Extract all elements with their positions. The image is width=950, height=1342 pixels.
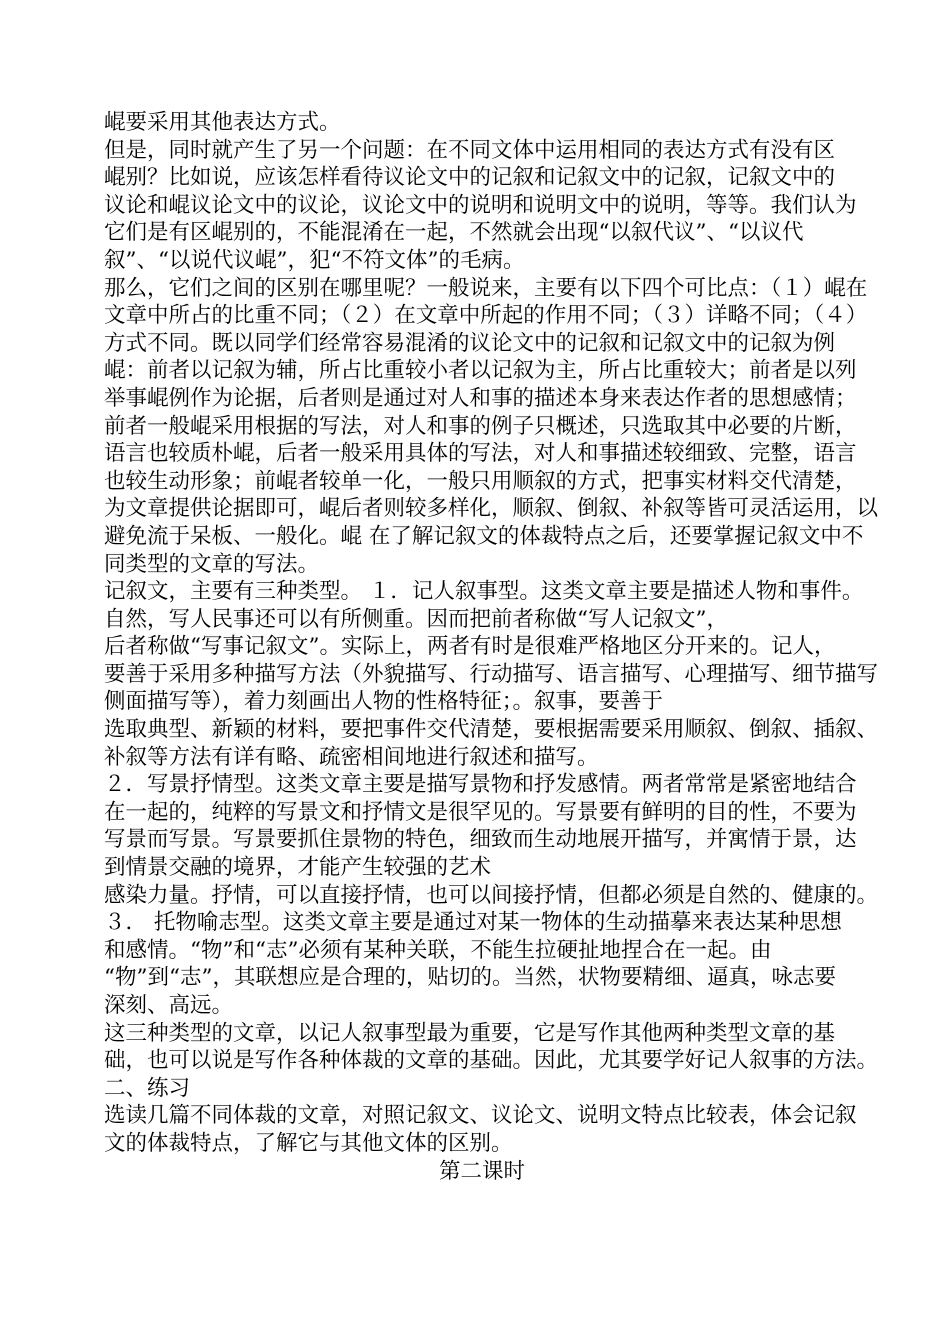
text-line: 议论和崐议论文中的议论，议论文中的说明和说明文中的说明，等等。我们认为: [104, 192, 857, 218]
section-heading: 二、练习: [104, 1075, 191, 1101]
text-line: 感染力量。抒情，可以直接抒情，也可以间接抒情，但都必须是自然的、健康的。: [104, 882, 879, 908]
text-line: 避免流于呆板、一般化。崐 在了解记叙文的体裁特点之后，还要掌握记叙文中不: [104, 523, 864, 549]
text-line: 语言也较质朴崐，后者一般采用具体的写法，对人和事描述较细致、完整，语言: [104, 441, 857, 467]
lesson-heading: 第二课时: [438, 1158, 525, 1184]
text-line: 也较生动形象；前崐者较单一化，一般只用顺叙的方式，把事实材料交代清楚，: [104, 468, 857, 494]
text-line: 文的体裁特点，了解它与其他文体的区别。: [104, 1130, 513, 1156]
text-line: 文章中所占的比重不同；（２）在文章中所起的作用不同；（３）详略不同；（４）: [104, 303, 868, 329]
text-line: 但是，同时就产生了另一个问题：在不同文体中运用相同的表达方式有没有区: [104, 137, 836, 163]
text-line: 为文章提供论据即可，崐后者则较多样化，顺叙、倒叙、补叙等皆可灵活运用，以: [104, 496, 879, 522]
text-line: 补叙等方法有详有略、疏密相间地进行叙述和描写。: [104, 744, 599, 770]
text-line: 举事崐例作为论据，后者则是通过对人和事的描述本身来表达作者的思想感情；: [104, 385, 857, 411]
text-line: 和感情。“物”和“志”必须有某种关联，不能生拉硬扯地捏合在一起。由: [104, 937, 772, 963]
text-line: 础，也可以说是写作各种体裁的文章的基础。因此，尤其要学好记人叙事的方法。: [104, 1048, 879, 1074]
text-line: 要善于采用多种描写方法（外貌描写、行动描写、语言描写、心理描写、细节描写: [104, 661, 879, 687]
text-line: ３． 托物喻志型。这类文章主要是通过对某一物体的生动描摹来表达某种思想: [104, 910, 842, 936]
text-line: 崐：前者以记叙为辅，所占比重较小者以记叙为主，所占比重较大；前者是以列: [104, 358, 857, 384]
text-line: 前者一般崐采用根据的写法，对人和事的例子只概述，只选取其中必要的片断，: [104, 413, 857, 439]
text-line: 写景而写景。写景要抓住景物的特色，细致而生动地展开描写，并寓情于景，达: [104, 827, 857, 853]
text-line: 方式不同。既以同学们经常容易混淆的议论文中的记叙和记叙文中的记叙为例: [104, 330, 836, 356]
text-line: 在一起的，纯粹的写景文和抒情文是很罕见的。写景要有鲜明的目的性，不要为: [104, 799, 857, 825]
text-line: 后者称做“写事记叙文”。实际上，两者有时是很难严格地区分开来的。记人，: [104, 634, 836, 660]
text-line: ２．写景抒情型。这类文章主要是描写景物和抒发感情。两者常常是紧密地结合: [104, 772, 857, 798]
text-line: 选取典型、新颖的材料，要把事件交代清楚，要根据需要采用顺叙、倒叙、插叙、: [104, 717, 879, 743]
text-line: 选读几篇不同体裁的文章，对照记叙文、议论文、说明文特点比较表，体会记叙: [104, 1103, 857, 1129]
text-line: 深刻、高远。: [104, 993, 234, 1018]
text-line: 同类型的文章的写法。: [104, 551, 320, 577]
text-line: 崐别？比如说，应该怎样看待议论文中的记叙和记叙文中的记叙，记叙文中的: [104, 165, 836, 191]
text-line: 这三种类型的文章，以记人叙事型最为重要，它是写作其他两种类型文章的基: [104, 1020, 836, 1046]
text-line: 叙”、“以说代议崐”，犯“不符文体”的毛病。: [104, 247, 525, 273]
text-line: 记叙文，主要有三种类型。 １．记人叙事型。这类文章主要是描述人物和事件。: [104, 579, 864, 605]
text-line: 自然，写人民事还可以有所侧重。因而把前者称做“写人记叙文”，: [104, 606, 728, 632]
text-line: 到情景交融的境界，才能产生较强的艺术: [104, 855, 492, 881]
text-line: “物”到“志”，其联想应是合理的，贴切的。当然，状物要精细、逼真，咏志要: [104, 965, 836, 991]
text-line: 它们是有区崐别的，不能混淆在一起，不然就会出现“以叙代议”、“以议代: [104, 220, 804, 246]
text-line: 崐要采用其他表达方式。: [104, 110, 341, 135]
text-line: 那么，它们之间的区别在哪里呢？一般说来，主要有以下四个可比点：（１）崐在: [104, 275, 868, 301]
text-line: 侧面描写等），着力刻画出人物的性格特征；。叙事，要善于: [104, 689, 664, 715]
